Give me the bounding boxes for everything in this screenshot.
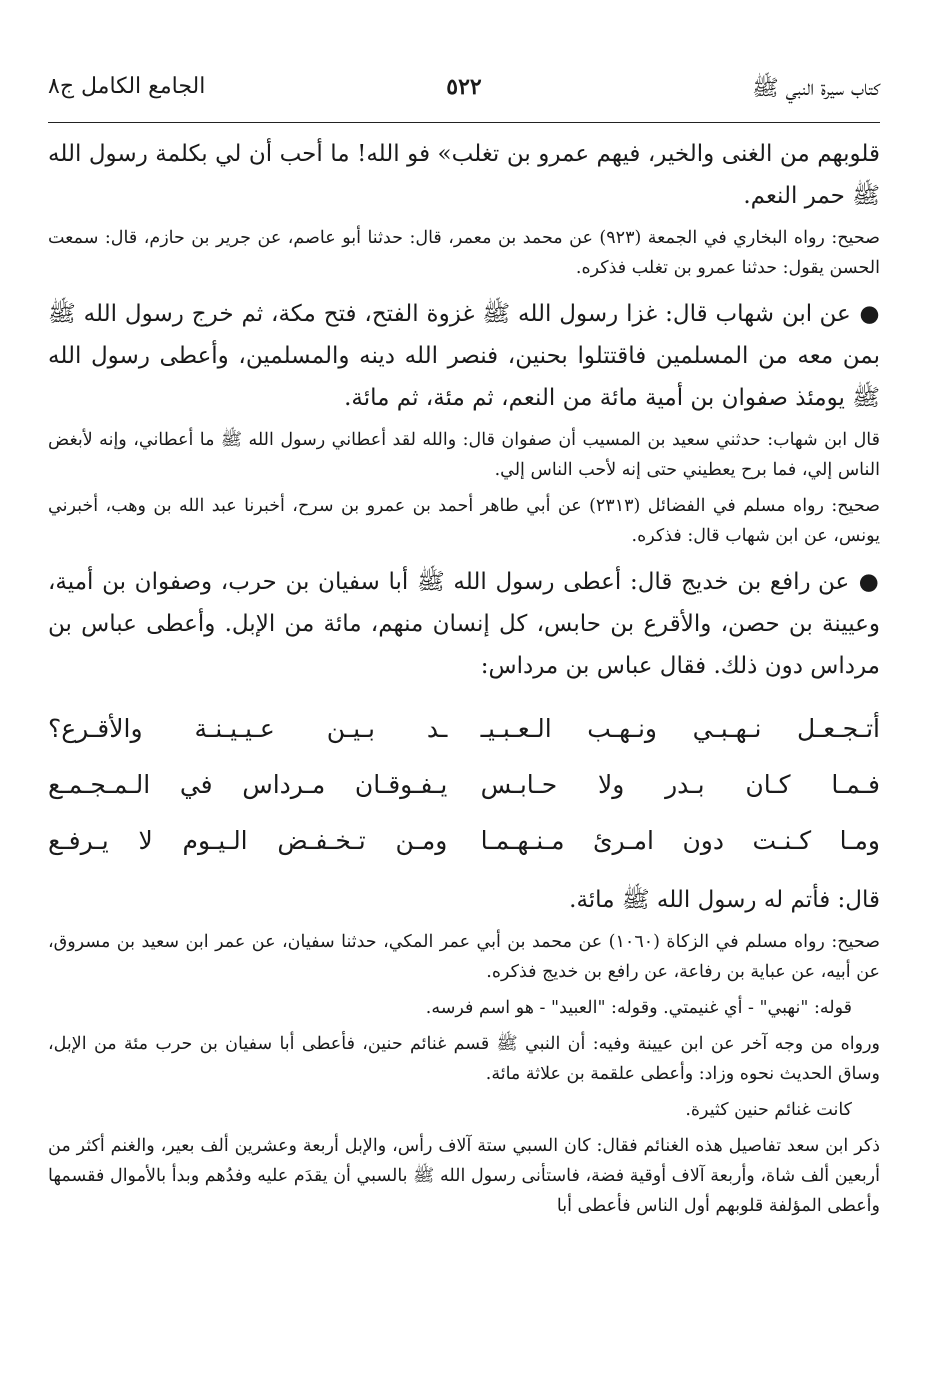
paragraph-text: صحيح: رواه مسلم في الفضائل (٢٣١٣) عن أبي طاهر أحمد بن عمرو بن سرح، أخبرنا عبد الله بن وهب، أخبرني يونس، عن ابن شهاب قال: فذكره. bbox=[48, 496, 880, 546]
poem-verse bbox=[48, 757, 880, 813]
paragraph-text: صحيح: رواه البخاري في الجمعة (٩٢٣) عن محمد بن معمر، قال: حدثنا أبو عاصم، عن جرير بن حازم، قال: سمعت الحسن يقول: حدثنا عمرو بن تغلب فذكره. bbox=[48, 228, 880, 278]
citation-paragraph bbox=[48, 491, 880, 551]
main-paragraph bbox=[48, 879, 880, 921]
bullet-icon: ● bbox=[849, 568, 881, 595]
paragraph-text: قلوبهم من الغنى والخير، فيهم عمرو بن تغلب» فو الله! ما أحب أن لي بكلمة رسول الله ﷺ حمر النعم. bbox=[48, 141, 880, 209]
document-page bbox=[48, 62, 880, 1227]
paragraph-text: ورواه من وجه آخر عن ابن عيينة وفيه: أن النبي ﷺ قسم غنائم حنين، فأعطى أبا سفيان بن حرب مئة من الإبل، وساق الحديث نحوه وزاد: وأعطى علقمة بن علاثة مائة. bbox=[48, 1034, 880, 1084]
page-number: ٥٢٢ bbox=[446, 74, 482, 100]
citation-paragraph bbox=[48, 1095, 880, 1125]
poem bbox=[48, 701, 880, 869]
citation-paragraph bbox=[48, 927, 880, 987]
main-paragraph bbox=[48, 561, 880, 687]
verse-second-hemistich: ومـن تـخـفـض الـيـوم لا يـرفـع bbox=[48, 826, 448, 855]
main-paragraph bbox=[48, 133, 880, 217]
citation-paragraph bbox=[48, 223, 880, 283]
paragraph-text: صحيح: رواه مسلم في الزكاة (١٠٦٠) عن محمد بن أبي عمر المكي، حدثنا سفيان، عن عمر ابن سعيد بن مسروق، عن أبيه، عن عباية بن رفاعة، عن رافع بن خديج فذكره. bbox=[48, 932, 880, 982]
book-title: كتاب سيرة النبي ﷺ bbox=[752, 76, 880, 101]
paragraph-text: قال: فأتم له رسول الله ﷺ مائة. bbox=[569, 887, 880, 913]
verse-second-hemistich: يـفـوقـان مـرداس في الـمـجـمـع bbox=[48, 770, 448, 799]
volume-title: الجامع الكامل ج٨ bbox=[48, 74, 206, 99]
verse-first-hemistich: أتـجـعـل نـهـبـي ونـهـب الـعـبـيـ bbox=[480, 714, 880, 743]
paragraph-text: قال ابن شهاب: حدثني سعيد بن المسيب أن صفوان قال: والله لقد أعطاني رسول الله ﷺ ما أعطاني، وإنه لأبغض الناس إلي، فما برح يعطيني حتى إنه لأحب الناس إلي. bbox=[48, 430, 880, 480]
page-header bbox=[48, 62, 880, 123]
paragraph-text: عن رافع بن خديج قال: أعطى رسول الله ﷺ أبا سفيان بن حرب، وصفوان بن أمية، وعيينة بن حصن، والأقرع بن حابس، كل إنسان منهم، مائة من الإبل. وأعطى عباس بن مرداس دون ذلك. فقال عباس بن مرداس: bbox=[48, 569, 880, 679]
poem-verse bbox=[48, 813, 880, 869]
paragraph-text: قوله: "نهبي" - أي غنيمتي. وقوله: "العبيد" - هو اسم فرسه. bbox=[425, 998, 852, 1018]
verse-first-hemistich: ومـا كـنـت دون امـرئ مـنـهـمـا bbox=[480, 826, 880, 855]
verse-first-hemistich: فـمـا كـان بـدر ولا حـابـس bbox=[480, 770, 880, 799]
paragraph-text: كانت غنائم حنين كثيرة. bbox=[685, 1100, 852, 1120]
body-before-poem bbox=[48, 133, 880, 687]
poem-verse bbox=[48, 701, 880, 757]
citation-paragraph bbox=[48, 1029, 880, 1089]
citation-paragraph bbox=[48, 1131, 880, 1221]
main-paragraph bbox=[48, 293, 880, 419]
body-after-poem bbox=[48, 879, 880, 1221]
bullet-icon: ● bbox=[850, 300, 880, 327]
paragraph-text: ذكر ابن سعد تفاصيل هذه الغنائم فقال: كان السبي ستة آلاف رأس، والإبل أربعة وعشرين ألف بعير، والغنم أكثر من أربعين ألف شاة، وأربعة آلاف أوقية فضة، فاستأنى رسول الله ﷺ بالسبي أن يقدَم عليه وفدُهم وبدأ بالأموال فقسمها وأعطى المؤلفة قلوبهم أول الناس فأعطى أبا bbox=[48, 1136, 880, 1216]
verse-second-hemistich: ـد بـيـن عـيـيـنـة والأقـرع؟ bbox=[48, 714, 448, 743]
paragraph-text: عن ابن شهاب قال: غزا رسول الله ﷺ غزوة الفتح، فتح مكة، ثم خرج رسول الله ﷺ بمن معه من المسلمين فاقتتلوا بحنين، فنصر الله دينه والمسلمين، وأعطى رسول الله ﷺ يومئذ صفوان بن أمية مائة من النعم، ثم مئة، ثم مائة. bbox=[48, 301, 880, 411]
citation-paragraph bbox=[48, 425, 880, 485]
citation-paragraph bbox=[48, 993, 880, 1023]
